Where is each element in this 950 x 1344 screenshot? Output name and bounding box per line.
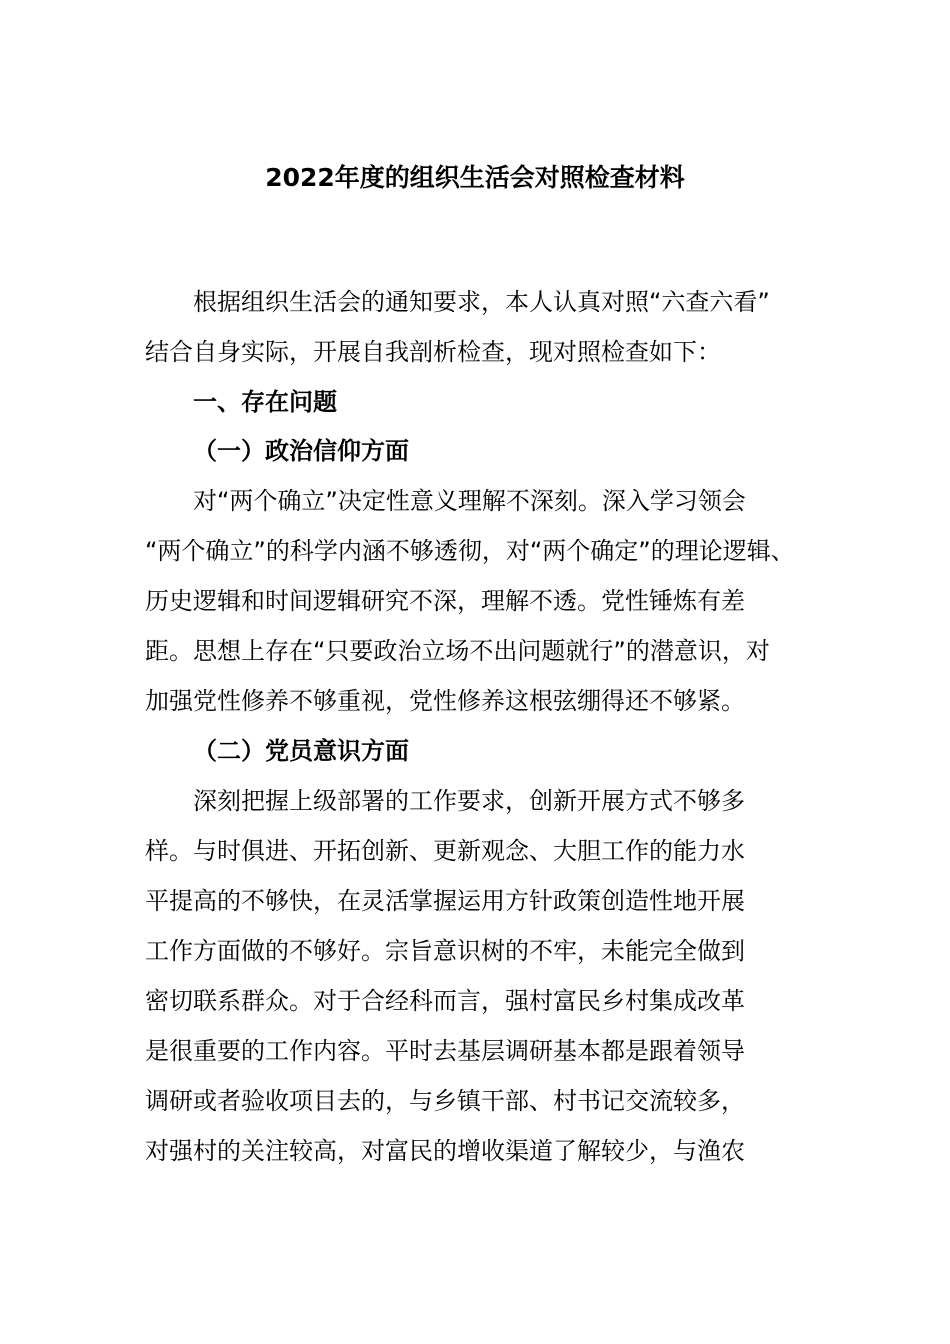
intro-line-1: 根据组织生活会的通知要求，本人认真对照“六查六看” xyxy=(193,288,770,316)
paragraph-line: 加强党性修养不够重视，党性修养这根弦绷得还不够紧。 xyxy=(145,687,745,715)
paragraph-line: 距。思想上存在“只要政治立场不出问题就行”的潜意识，对 xyxy=(145,637,770,665)
paragraph-line: 平提高的不够快，在灵活掌握运用方针政策创造性地开展 xyxy=(145,887,745,915)
subheading-political-belief: （一）政治信仰方面 xyxy=(193,437,409,465)
paragraph-line: 密切联系群众。对于合经科而言，强村富民乡村集成改革 xyxy=(145,987,745,1015)
paragraph-line: 样。与时俱进、开拓创新、更新观念、大胆工作的能力水 xyxy=(145,837,745,865)
paragraph-line: 是很重要的工作内容。平时去基层调研基本都是跟着领导 xyxy=(145,1037,745,1065)
paragraph-line: 深刻把握上级部署的工作要求，创新开展方式不够多 xyxy=(193,787,745,815)
intro-line-2: 结合自身实际，开展自我剖析检查，现对照检查如下： xyxy=(145,338,721,366)
paragraph-line: 调研或者验收项目去的，与乡镇干部、村书记交流较多， xyxy=(145,1087,745,1115)
paragraph-line: 历史逻辑和时间逻辑研究不深，理解不透。党性锤炼有差 xyxy=(145,587,745,615)
section-heading-problems: 一、存在问题 xyxy=(193,388,337,416)
subheading-party-awareness: （二）党员意识方面 xyxy=(193,737,409,765)
paragraph-line: 对“两个确立”决定性意义理解不深刻。深入学习领会 xyxy=(193,487,746,515)
document-title: 2022年度的组织生活会对照检查材料 xyxy=(265,163,685,192)
paragraph-line: 对强村的关注较高，对富民的增收渠道了解较少，与渔农 xyxy=(145,1137,745,1165)
paragraph-line: “两个确立”的科学内涵不够透彻，对“两个确定”的理论逻辑、 xyxy=(145,537,795,565)
paragraph-line: 工作方面做的不够好。宗旨意识树的不牢，未能完全做到 xyxy=(145,937,745,965)
